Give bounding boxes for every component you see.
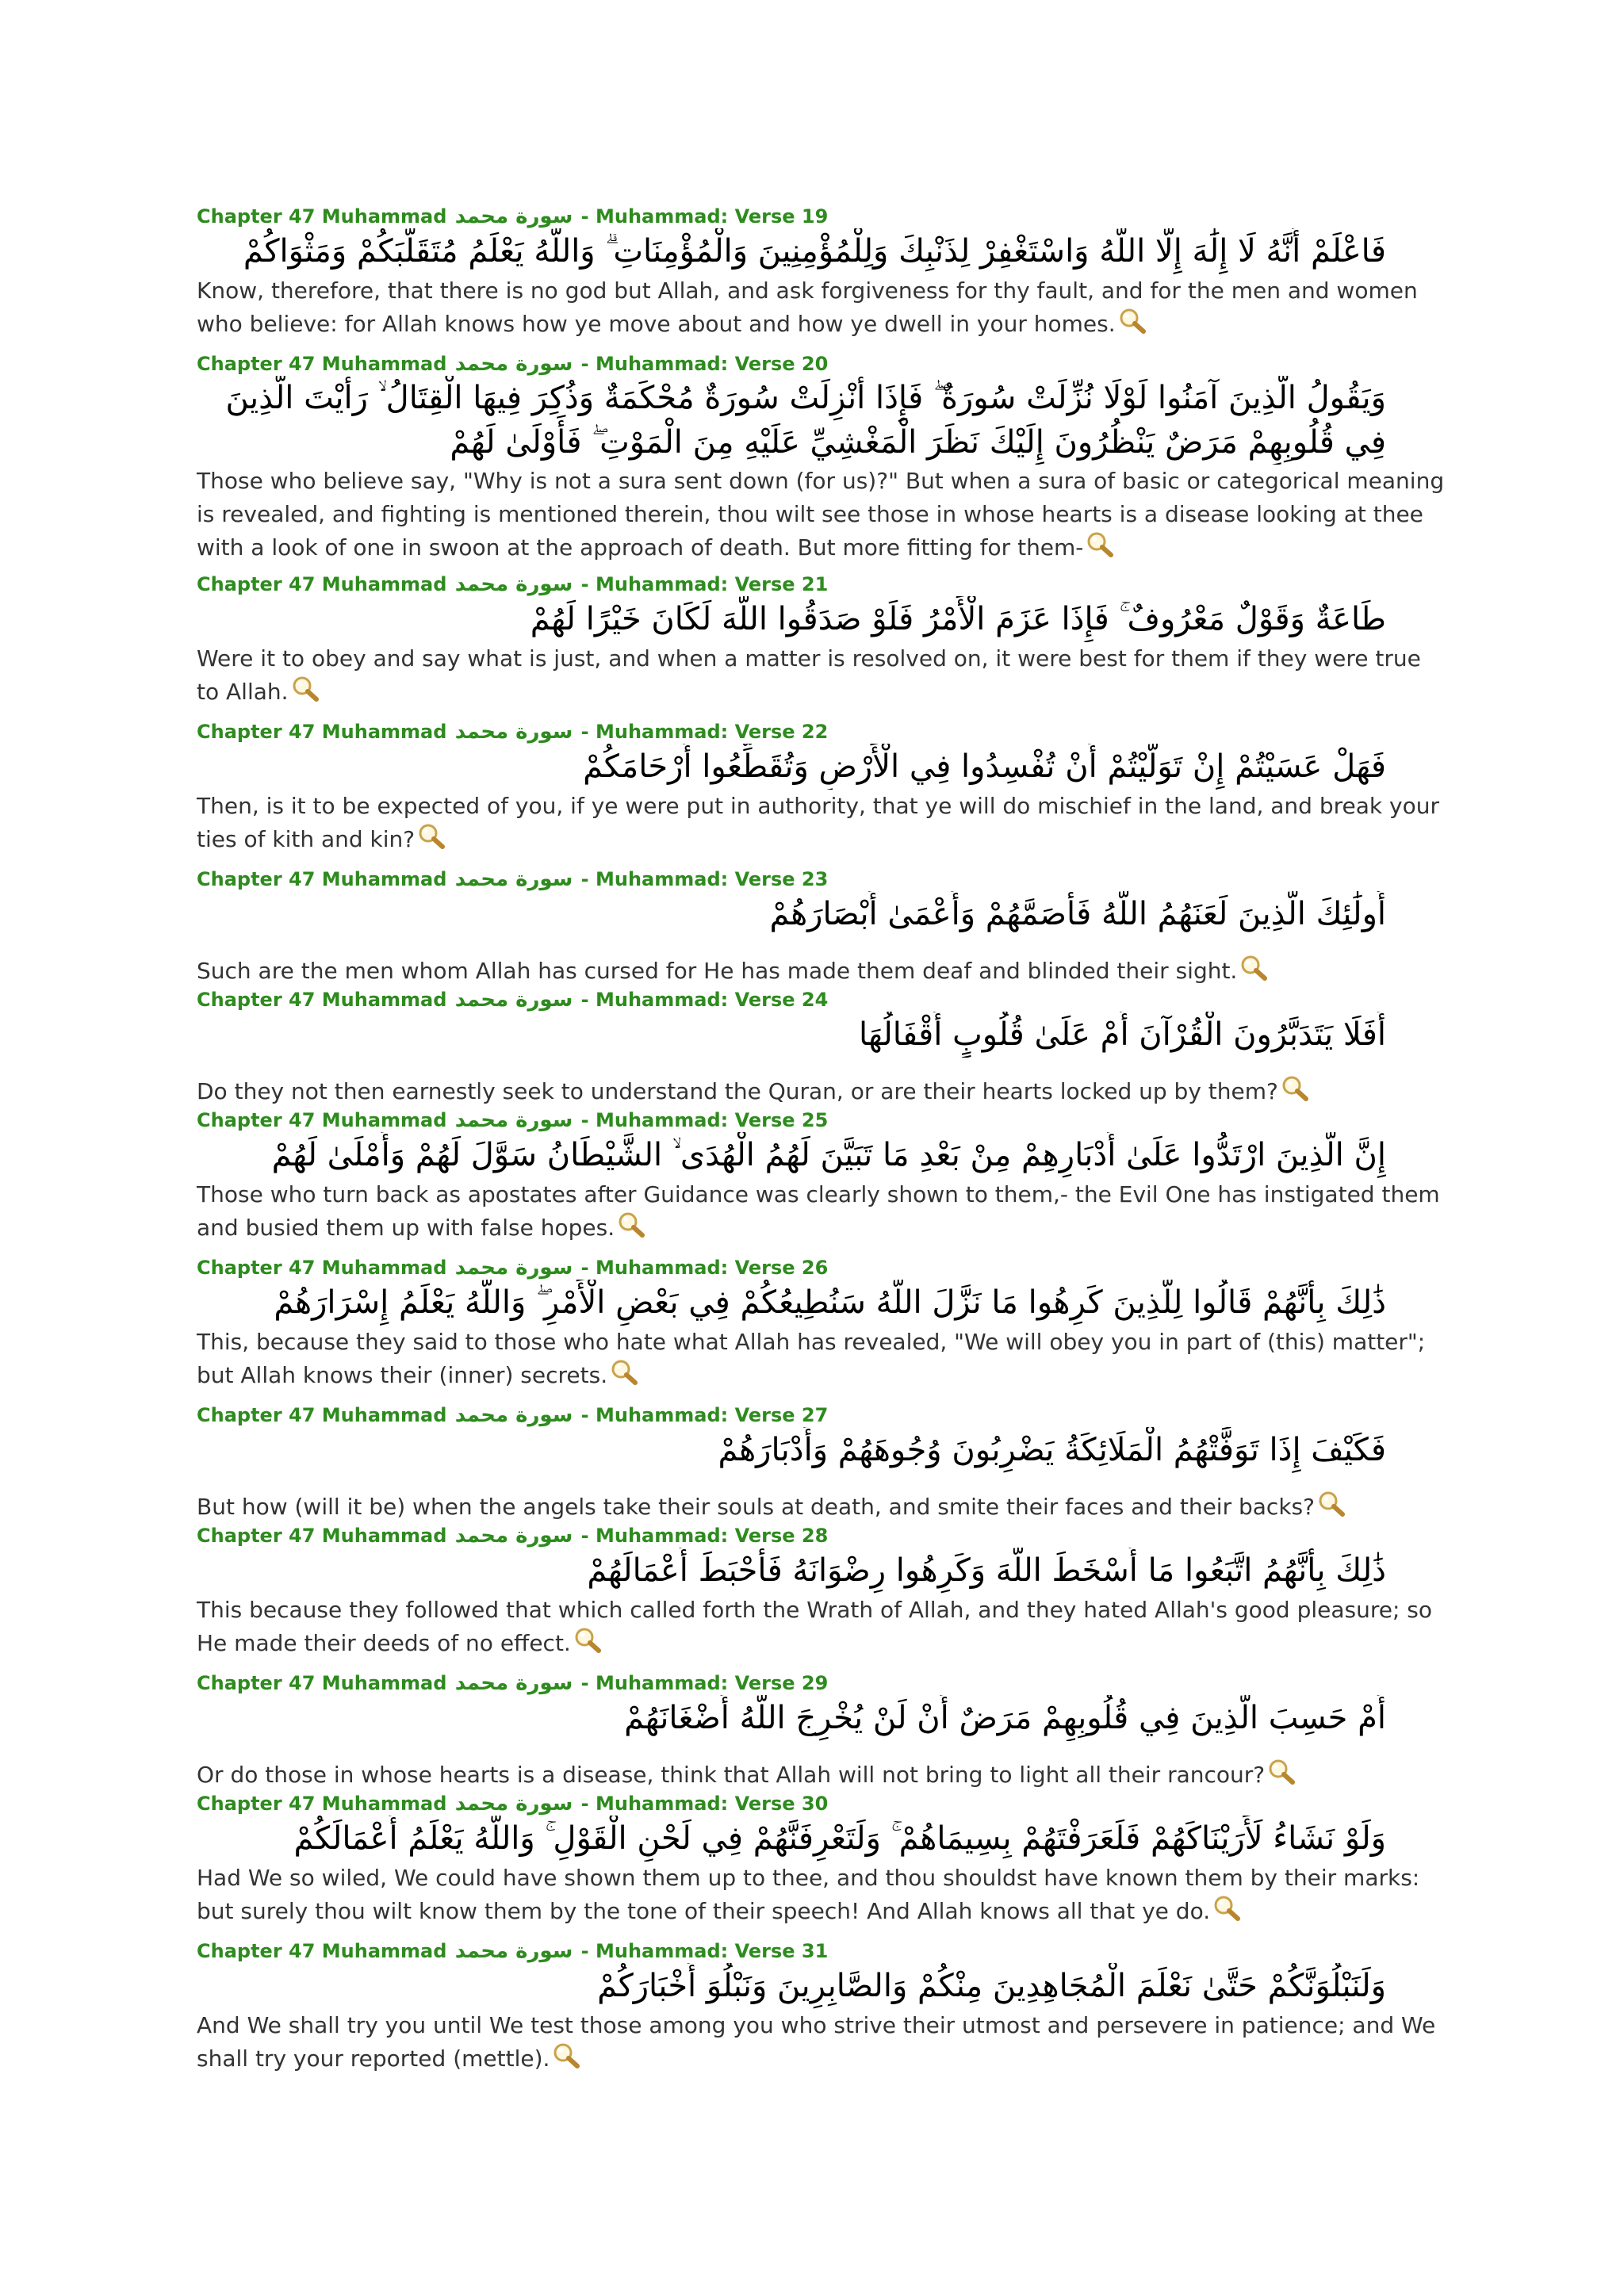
surah-english-name: - Muhammad:: [580, 573, 729, 595]
surah-english-name: - Muhammad:: [580, 1404, 729, 1426]
translation-content: This, because they said to those who hate what Allah has revealed, "We will obey you in part of (this) matter"; but Allah knows their (inner) secrets.: [197, 1329, 1426, 1388]
translation-text: [197, 465, 1450, 564]
verse-block: [197, 867, 1434, 988]
verse-block: [197, 1792, 1434, 1939]
surah-english-name: - Muhammad:: [580, 1793, 729, 1815]
chapter-label: Chapter 47 Muhammad: [197, 1257, 447, 1279]
verse-block: [197, 1108, 1440, 1256]
translation-content: Then, is it to be expected of you, if ye were put in authority, that ye will do mischief in the land, and break your ties of kith and kin?: [197, 793, 1439, 852]
chapter-label: Chapter 47 Muhammad: [197, 1940, 447, 1962]
verse-number: Verse 27: [734, 1404, 829, 1426]
verse-number: Verse 20: [734, 353, 829, 375]
verse-block: [197, 205, 1434, 352]
surah-arabic-name: سورة محمد: [454, 572, 573, 596]
arabic-text: ذَٰلِكَ بِأَنَّهُمْ قَالُوا لِلَّذِينَ كَرِهُوا مَا نَزَّلَ اللَّهُ سَنُطِيعُكُمْ فِي بَعْضِ الْأَمْرِ ۖ وَاللَّهُ يَعْلَمُ إِسْرَارَهُمْ: [274, 1284, 1386, 1321]
verse-header: [197, 1939, 1434, 1963]
verse-header: [197, 720, 1434, 744]
verse-number: Verse 31: [734, 1940, 829, 1962]
magnifier-icon[interactable]: [1085, 531, 1116, 558]
arabic-text: أَفَلَا يَتَدَبَّرُونَ الْقُرْآنَ أَمْ عَلَىٰ قُلُوبٍ أَقْفَالُهَا: [858, 1016, 1386, 1053]
magnifier-icon[interactable]: [416, 823, 448, 850]
arabic-text: فَكَيْفَ إِذَا تَوَفَّتْهُمُ الْمَلَائِكَةُ يَضْرِبُونَ وُجُوهَهُمْ وَأَدْبَارَهُمْ: [718, 1432, 1386, 1468]
arabic-text: وَلَوْ نَشَاءُ لَأَرَيْنَاكَهُمْ فَلَعَرَفْتَهُمْ بِسِيمَاهُمْ ۚ وَلَتَعْرِفَنَّهُمْ فِي لَحْنِ الْقَوْلِ ۚ وَاللَّهُ يَعْلَمُ أَعْمَالَكُمْ: [293, 1820, 1386, 1857]
surah-arabic-name: سورة محمد: [454, 352, 573, 376]
verse-number: Verse 26: [734, 1257, 829, 1279]
magnifier-icon[interactable]: [1316, 1490, 1348, 1517]
translation-text: [197, 2009, 1450, 2076]
magnifier-icon[interactable]: [1280, 1075, 1312, 1102]
translation-content: This because they followed that which called forth the Wrath of Allah, and they hated Allah's good pleasure; so He made their deeds of no effect.: [197, 1597, 1433, 1656]
verse-number: Verse 30: [734, 1793, 829, 1815]
translation-content: Do they not then earnestly seek to understand the Quran, or are their hearts locked up by them?: [197, 1078, 1278, 1104]
translation-content: But how (will it be) when the angels take their souls at death, and smite their faces and their backs?: [197, 1494, 1315, 1520]
chapter-label: Chapter 47 Muhammad: [197, 1672, 447, 1694]
surah-english-name: - Muhammad:: [580, 1672, 729, 1694]
translation-content: And We shall try you until We test those among you who strive their utmost and persevere in patience; and We shall try your reported (mettle).: [197, 2012, 1436, 2072]
translation-text: [197, 1862, 1450, 1928]
translation-text: [197, 1473, 1450, 1524]
surah-arabic-name: سورة محمد: [454, 867, 573, 891]
chapter-label: Chapter 47 Muhammad: [197, 868, 447, 890]
verse-number: Verse 22: [734, 721, 829, 743]
surah-arabic-name: سورة محمد: [454, 1256, 573, 1280]
surah-arabic-name: سورة محمد: [454, 1792, 573, 1816]
verse-number: Verse 28: [734, 1525, 829, 1547]
verse-number: Verse 19: [734, 205, 829, 228]
verse-header: [197, 352, 1434, 376]
translation-text: [197, 1741, 1450, 1792]
verse-header: [197, 572, 1434, 596]
surah-arabic-name: سورة محمد: [454, 1671, 573, 1695]
verse-block: [197, 1671, 1434, 1792]
arabic-text: وَيَقُولُ الَّذِينَ آمَنُوا لَوْلَا نُزِّلَتْ سُورَةٌ ۖ فَإِذَا أُنْزِلَتْ سُورَةٌ مُحْكَمَةٌ وَذُكِرَ فِيهَا الْقِتَالُ ۙ رَأَيْتَ الَّذِينَ فِي قُلُوبِهِمْ مَرَضٌ يَنْظُرُونَ إِلَيْكَ نَظَرَ الْمَغْشِيِّ عَلَيْهِ مِنَ الْمَوْتِ ۖ فَأَوْلَىٰ لَهُمْ: [225, 380, 1386, 461]
verse-number: Verse 29: [734, 1672, 829, 1694]
arabic-text: وَلَنَبْلُوَنَّكُمْ حَتَّىٰ نَعْلَمَ الْمُجَاهِدِينَ مِنْكُمْ وَالصَّابِرِينَ وَنَبْلُوَ أَخْبَارَكُمْ: [597, 1968, 1386, 2004]
verse-number: Verse 21: [734, 573, 829, 595]
verse-block: [197, 352, 1445, 572]
chapter-label: Chapter 47 Muhammad: [197, 205, 447, 228]
arabic-text: أَمْ حَسِبَ الَّذِينَ فِي قُلُوبِهِمْ مَرَضٌ أَنْ لَنْ يُخْرِجَ اللَّهُ أَضْغَانَهُمْ: [624, 1700, 1386, 1736]
magnifier-icon[interactable]: [1117, 308, 1149, 335]
chapter-label: Chapter 47 Muhammad: [197, 1109, 447, 1131]
magnifier-icon[interactable]: [616, 1211, 648, 1238]
translation-text: [197, 1594, 1450, 1660]
chapter-label: Chapter 47 Muhammad: [197, 353, 447, 375]
surah-english-name: - Muhammad:: [580, 1940, 729, 1962]
magnifier-icon[interactable]: [1212, 1895, 1243, 1922]
surah-arabic-name: سورة محمد: [454, 1939, 573, 1963]
verse-number: Verse 23: [734, 868, 829, 890]
magnifier-icon[interactable]: [1266, 1758, 1298, 1785]
verse-number: Verse 25: [734, 1109, 829, 1131]
verse-block: [197, 1403, 1434, 1524]
translation-text: [197, 790, 1450, 856]
verse-header: [197, 1524, 1434, 1548]
surah-arabic-name: سورة محمد: [454, 1524, 573, 1548]
chapter-label: Chapter 47 Muhammad: [197, 721, 447, 743]
surah-english-name: - Muhammad:: [580, 989, 729, 1011]
translation-content: Those who believe say, "Why is not a sura sent down (for us)?" But when a sura of basic or categorical meaning is revealed, and fighting is mentioned therein, thou wilt see those in whose hearts is a disease looking at thee with a look of one in swoon at the approach of death. But more fitting for them-: [197, 468, 1445, 561]
magnifier-icon[interactable]: [609, 1359, 641, 1386]
surah-english-name: - Muhammad:: [580, 721, 729, 743]
verse-list: [197, 205, 1445, 2087]
surah-english-name: - Muhammad:: [580, 1525, 729, 1547]
translation-text: [197, 1178, 1450, 1245]
magnifier-icon[interactable]: [1239, 955, 1270, 982]
magnifier-icon[interactable]: [573, 1627, 604, 1654]
chapter-label: Chapter 47 Muhammad: [197, 989, 447, 1011]
translation-content: Know, therefore, that there is no god but Allah, and ask forgiveness for thy fault, and for the men and women who believe: for Allah knows how ye move about and how ye dwell in your homes.: [197, 277, 1418, 337]
translation-content: Were it to obey and say what is just, and when a matter is resolved on, it were best for them if they were true to Allah.: [197, 645, 1421, 705]
surah-arabic-name: سورة محمد: [454, 1403, 573, 1427]
arabic-text: فَهَلْ عَسَيْتُمْ إِنْ تَوَلَّيْتُمْ أَنْ تُفْسِدُوا فِي الْأَرْضِ وَتُقَطِّعُوا أَرْحَامَكُمْ: [583, 748, 1386, 785]
surah-english-name: - Muhammad:: [580, 1109, 729, 1131]
chapter-label: Chapter 47 Muhammad: [197, 1793, 447, 1815]
verse-block: [197, 720, 1439, 867]
surah-english-name: - Muhammad:: [580, 868, 729, 890]
translation-text: [197, 1326, 1450, 1392]
translation-text: [197, 1058, 1450, 1108]
translation-text: [197, 642, 1450, 709]
surah-arabic-name: سورة محمد: [454, 720, 573, 744]
translation-text: [197, 937, 1450, 988]
verse-block: [197, 1256, 1434, 1403]
verse-header: [197, 1108, 1434, 1132]
verse-header: [197, 1671, 1434, 1695]
surah-arabic-name: سورة محمد: [454, 988, 573, 1012]
chapter-label: Chapter 47 Muhammad: [197, 1404, 447, 1426]
arabic-text: فَاعْلَمْ أَنَّهُ لَا إِلَٰهَ إِلَّا اللَّهُ وَاسْتَغْفِرْ لِذَنْبِكَ وَلِلْمُؤْمِنِينَ وَالْمُؤْمِنَاتِ ۗ وَاللَّهُ يَعْلَمُ مُتَقَلَّبَكُمْ وَمَثْوَاكُمْ: [243, 233, 1386, 270]
verse-header: [197, 1256, 1434, 1280]
surah-english-name: - Muhammad:: [580, 353, 729, 375]
chapter-label: Chapter 47 Muhammad: [197, 573, 447, 595]
verse-header: [197, 1403, 1434, 1427]
verse-block: [197, 572, 1434, 720]
arabic-text: ذَٰلِكَ بِأَنَّهُمُ اتَّبَعُوا مَا أَسْخَطَ اللَّهَ وَكَرِهُوا رِضْوَانَهُ فَأَحْبَطَ أَعْمَالَهُمْ: [587, 1552, 1386, 1589]
surah-english-name: - Muhammad:: [580, 1257, 729, 1279]
surah-english-name: - Muhammad:: [580, 205, 729, 228]
verse-block: [197, 1939, 1434, 2087]
verse-block: [197, 988, 1434, 1108]
translation-content: Such are the men whom Allah has cursed for He has made them deaf and blinded their sight.: [197, 958, 1238, 984]
translation-content: Those who turn back as apostates after Guidance was clearly shown to them,- the Evil One has instigated them and busied them up with false hopes.: [197, 1181, 1440, 1241]
arabic-text: طَاعَةٌ وَقَوْلٌ مَعْرُوفٌ ۚ فَإِذَا عَزَمَ الْأَمْرُ فَلَوْ صَدَقُوا اللَّهَ لَكَانَ خَيْرًا لَهُمْ: [530, 601, 1386, 637]
verse-header: [197, 205, 1434, 228]
arabic-text: إِنَّ الَّذِينَ ارْتَدُّوا عَلَىٰ أَدْبَارِهِمْ مِنْ بَعْدِ مَا تَبَيَّنَ لَهُمُ الْهُدَى ۙ الشَّيْطَانُ سَوَّلَ لَهُمْ وَأَمْلَىٰ لَهُمْ: [271, 1137, 1386, 1173]
verse-block: [197, 1524, 1434, 1671]
surah-arabic-name: سورة محمد: [454, 205, 573, 228]
chapter-label: Chapter 47 Muhammad: [197, 1525, 447, 1547]
translation-text: [197, 274, 1450, 341]
translation-content: Or do those in whose hearts is a disease, think that Allah will not bring to light all their rancour?: [197, 1762, 1266, 1788]
surah-arabic-name: سورة محمد: [454, 1108, 573, 1132]
magnifier-icon[interactable]: [551, 2042, 583, 2069]
translation-content: Had We so wiled, We could have shown them up to thee, and thou shouldst have known them by their marks: but surely thou wilt know them by the tone of their speech! And Allah knows all that ye do.: [197, 1865, 1420, 1924]
magnifier-icon[interactable]: [290, 675, 322, 702]
verse-header: [197, 1792, 1434, 1816]
verse-header: [197, 988, 1434, 1012]
arabic-text: أُولَٰئِكَ الَّذِينَ لَعَنَهُمُ اللَّهُ فَأَصَمَّهُمْ وَأَعْمَىٰ أَبْصَارَهُمْ: [769, 896, 1386, 932]
verse-header: [197, 867, 1434, 891]
verse-number: Verse 24: [734, 989, 829, 1011]
